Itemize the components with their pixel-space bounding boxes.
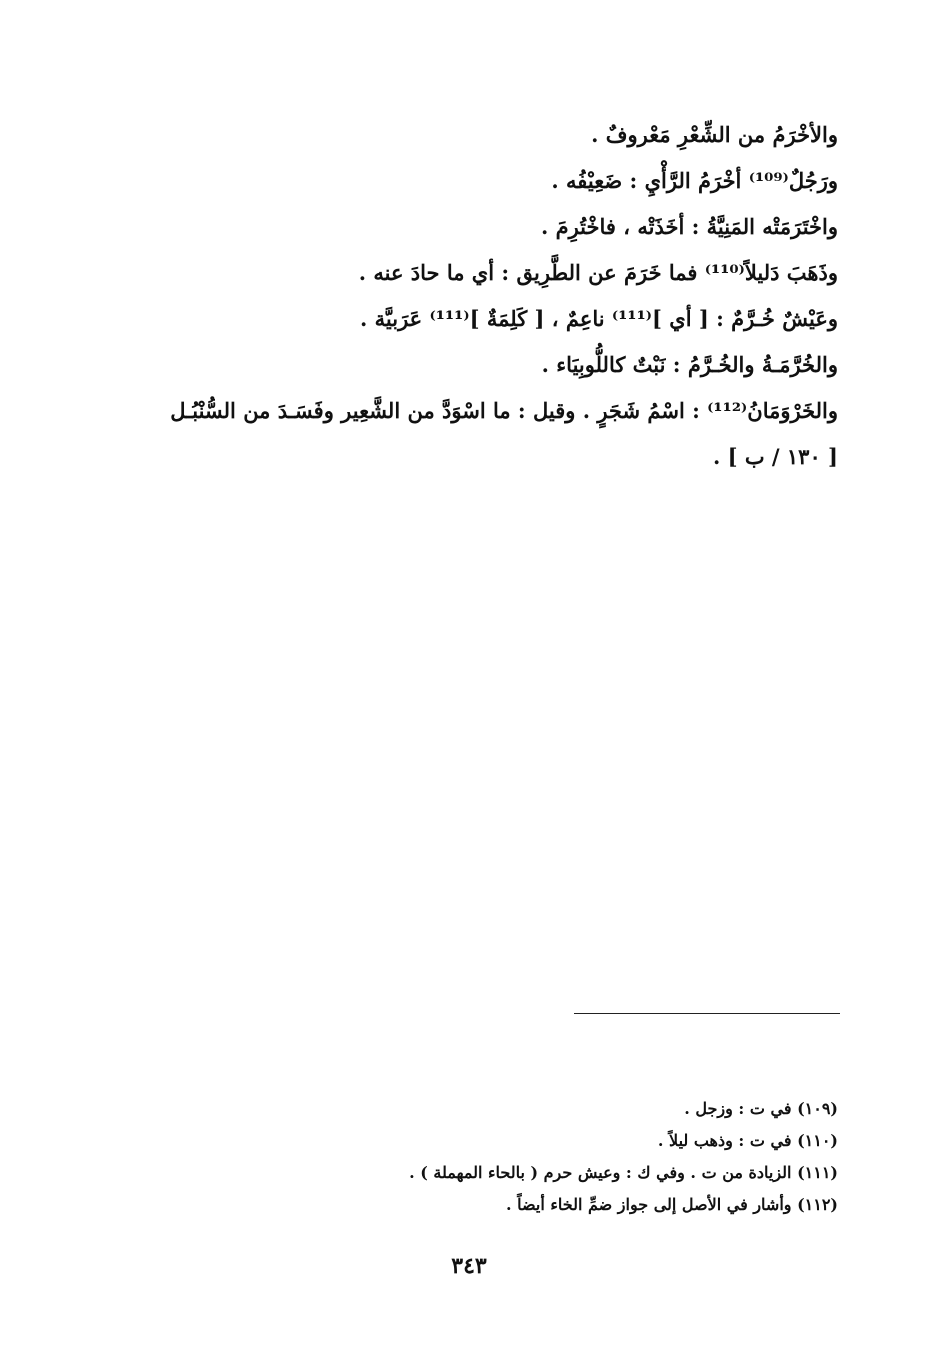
text-line-4: وذَهَبَ دَليلاً⁽¹¹⁰⁾ فما خَرَمَ عن الطَّرِيق : أي ما حادَ عنه .	[358, 260, 838, 285]
text-line-3: واخْتَرَمَتْه المَنِيَّةُ : أخَذَتْه ، فاخْتُرِمَ .	[540, 214, 838, 239]
text-line-6: والخُرَّمَـةُ والخُـرَّمُ : نَبْتٌ كاللُّوبِيَاء .	[541, 352, 838, 377]
footnote-109: (١٠٩) في ت : وزجل .	[684, 1099, 838, 1118]
footnotes-block	[118, 1093, 838, 1221]
text-line-5: وعَيْشٌ خُـرَّمٌ : [ أي ]⁽¹¹¹⁾ ناعِمٌ ، [ كَلِمَةٌ ]⁽¹¹¹⁾ عَرَبيَّة .	[360, 306, 838, 331]
main-text-block	[122, 112, 838, 480]
text-line-1: والأخْرَمُ من الشِّعْرِ مَعْروفٌ .	[591, 122, 838, 147]
text-line-2: ورَجُلٌ⁽¹⁰⁹⁾ أخْرَمُ الرَّأْيِ : ضَعِيْفُه .	[551, 168, 838, 193]
footnote-110: (١١٠) في ت : وذهب ليلاً .	[657, 1131, 838, 1150]
footnote-divider	[574, 1013, 840, 1014]
footnote-112: (١١٢) وأشار في الأصل إلى جواز ضمِّ الخاء أيضاً .	[506, 1195, 838, 1214]
page-number: ٣٤٣	[451, 1253, 487, 1279]
text-line-8: [ ١٣٠ / ب ] .	[712, 444, 838, 469]
text-line-7: والخَرْوَمَانُ⁽¹¹²⁾ : اسْمُ شَجَرٍ . وقيل : ما اسْوَدَّ من الشَّعِير وفَسَـدَ من السُّنْبُـل	[170, 398, 838, 423]
footnote-111: (١١١) الزيادة من ت . وفي ك : وعيش حرم ( بالحاء المهملة ) .	[409, 1163, 838, 1182]
